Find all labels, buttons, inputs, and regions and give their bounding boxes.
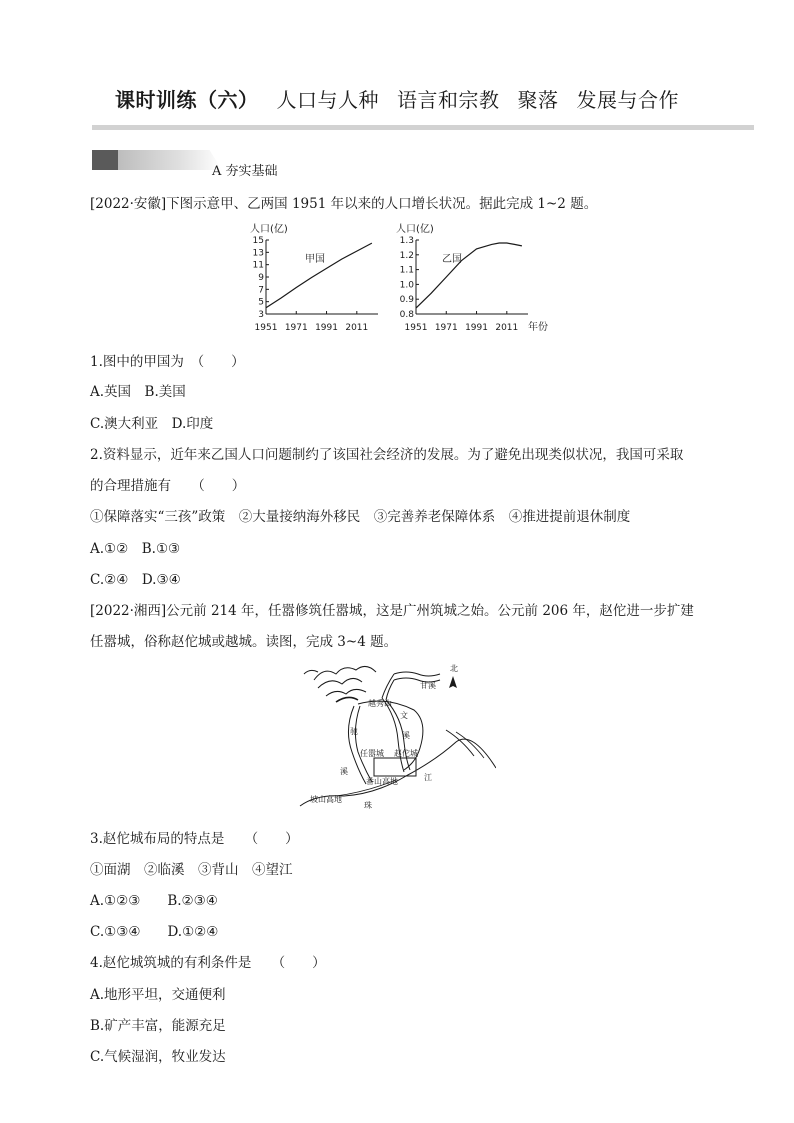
q4-option-b: B.矿产丰富，能源充足 <box>90 1018 226 1034</box>
q2-stem-2: 的合理措施有 （ ） <box>90 478 246 494</box>
q2-statements: ①保障落实“三孩”政策 ②大量接纳海外移民 ③完善养老保障体系 ④推进提前退休制度 <box>90 509 631 525</box>
q1-stem: 1.图中的甲国为 （ ） <box>90 354 245 370</box>
map-label-jiang: 江 <box>424 773 432 782</box>
q2-options-cd: C.②④ D.③④ <box>90 572 181 588</box>
map-label-wen: 文 <box>400 711 408 720</box>
chart-0-xtick-label: 1991 <box>315 323 338 333</box>
chart-1-xtick-label: 1951 <box>404 323 428 333</box>
chart-jia-series-label: 甲国 <box>305 254 325 265</box>
chart-0-ytick-label: 5 <box>258 297 264 308</box>
chart-1-ytick-label: 1.0 <box>399 280 414 291</box>
map-label-duo: 驰 <box>350 727 358 736</box>
map-label-xi2: 溪 <box>340 767 348 776</box>
chart-jia-ylabel: 人口(亿) <box>250 224 288 235</box>
chart-1-ytick-label: 1.2 <box>399 250 414 261</box>
chart-yi-series-label: 乙国 <box>442 254 462 265</box>
q1-options-cd: C.澳大利亚 D.印度 <box>90 416 214 432</box>
chart-0-ytick-label: 11 <box>252 260 264 271</box>
guangzhou-map <box>296 660 496 810</box>
q4-option-a: A.地形平坦，交通便利 <box>90 987 226 1003</box>
chart-1-xtick-label: 1991 <box>465 323 488 333</box>
chart-jia-line <box>266 243 372 308</box>
q2-options-ab: A.①② B.①③ <box>90 541 181 557</box>
north-arrow-icon <box>449 676 457 688</box>
q2-stem-1: 2.资料显示，近年来乙国人口问题制约了该国社会经济的发展。为了避免出现类似状况，我国可采取 <box>90 447 684 463</box>
q3-stem: 3.赵佗城布局的特点是 （ ） <box>90 831 299 847</box>
map-label-zhu: 珠 <box>364 801 372 810</box>
intro-text-2-line2: 任嚣城，俗称赵佗城或越城。读图，完成 3~4 题。 <box>90 634 398 650</box>
chart-yi <box>394 222 554 334</box>
map-label-zhaotuocheng: 赵佗城 <box>394 749 418 758</box>
map-label-poshan: 坡山高地 <box>310 795 342 804</box>
chart-1-ytick-label: 1.3 <box>399 236 414 246</box>
chart-1-ytick-label: 0.9 <box>399 295 414 306</box>
map-label-xi1: 溪 <box>402 731 410 740</box>
map-label-north: 北 <box>450 664 458 673</box>
chart-yi-xlabel: 年份 <box>528 322 548 333</box>
intro-text-2-line1: [2022·湘西]公元前 214 年，任嚣修筑任嚣城，这是广州筑城之始。公元前 206 年，赵佗进一步扩建 <box>90 603 694 619</box>
chart-1-ytick-label: 1.1 <box>399 265 414 276</box>
title-seg-1: 人口与人种 <box>276 88 379 112</box>
chart-0-xtick-label: 1971 <box>284 323 308 333</box>
title-rule <box>92 125 754 130</box>
chart-1-xtick-label: 2011 <box>495 323 519 333</box>
title-main: 课时训练（六） <box>115 88 259 112</box>
map-label-panshan: 番山高地 <box>366 777 398 786</box>
title-seg-3: 聚落 <box>517 88 559 112</box>
chart-0-ytick-label: 15 <box>252 236 264 246</box>
section-banner <box>92 150 222 170</box>
map-label-renxiaocheng: 任嚣城 <box>360 749 384 758</box>
map-label-yuexiushan: 越秀山 <box>368 699 392 708</box>
chart-yi-line <box>416 243 522 308</box>
chart-yi-ylabel: 人口(亿) <box>396 224 434 235</box>
map-label-gangxi: 甘溪 <box>420 681 436 690</box>
section-label: A 夯实基础 <box>212 164 278 179</box>
q4-option-c: C.气候湿润，牧业发达 <box>90 1049 226 1065</box>
chart-1-ytick-label: 0.8 <box>399 310 414 320</box>
chart-0-ytick-label: 13 <box>252 248 264 259</box>
q3-statements: ①面湖 ②临溪 ③背山 ④望江 <box>90 862 293 878</box>
page-title <box>0 84 794 113</box>
q4-stem: 4.赵佗城筑城的有利条件是 （ ） <box>90 955 326 971</box>
title-seg-2: 语言和宗教 <box>397 88 500 112</box>
intro-text-1: [2022·安徽]下图示意甲、乙两国 1951 年以来的人口增长状况。据此完成 1~2 题。 <box>90 196 598 212</box>
q3-options-cd: C.①③④ D.①②④ <box>90 924 219 940</box>
chart-0-ytick-label: 3 <box>258 310 264 320</box>
chart-0-ytick-label: 9 <box>258 273 264 283</box>
chart-0-ytick-label: 7 <box>258 285 264 296</box>
chart-0-xtick-label: 2011 <box>345 323 369 333</box>
chart-0-xtick-label: 1951 <box>254 323 278 333</box>
title-seg-4: 发展与合作 <box>576 88 679 112</box>
chart-jia <box>250 222 400 334</box>
chart-1-xtick-label: 1971 <box>434 323 458 333</box>
q1-options-ab: A.英国 B.美国 <box>90 384 186 400</box>
q3-options-ab: A.①②③ B.②③④ <box>90 893 218 909</box>
